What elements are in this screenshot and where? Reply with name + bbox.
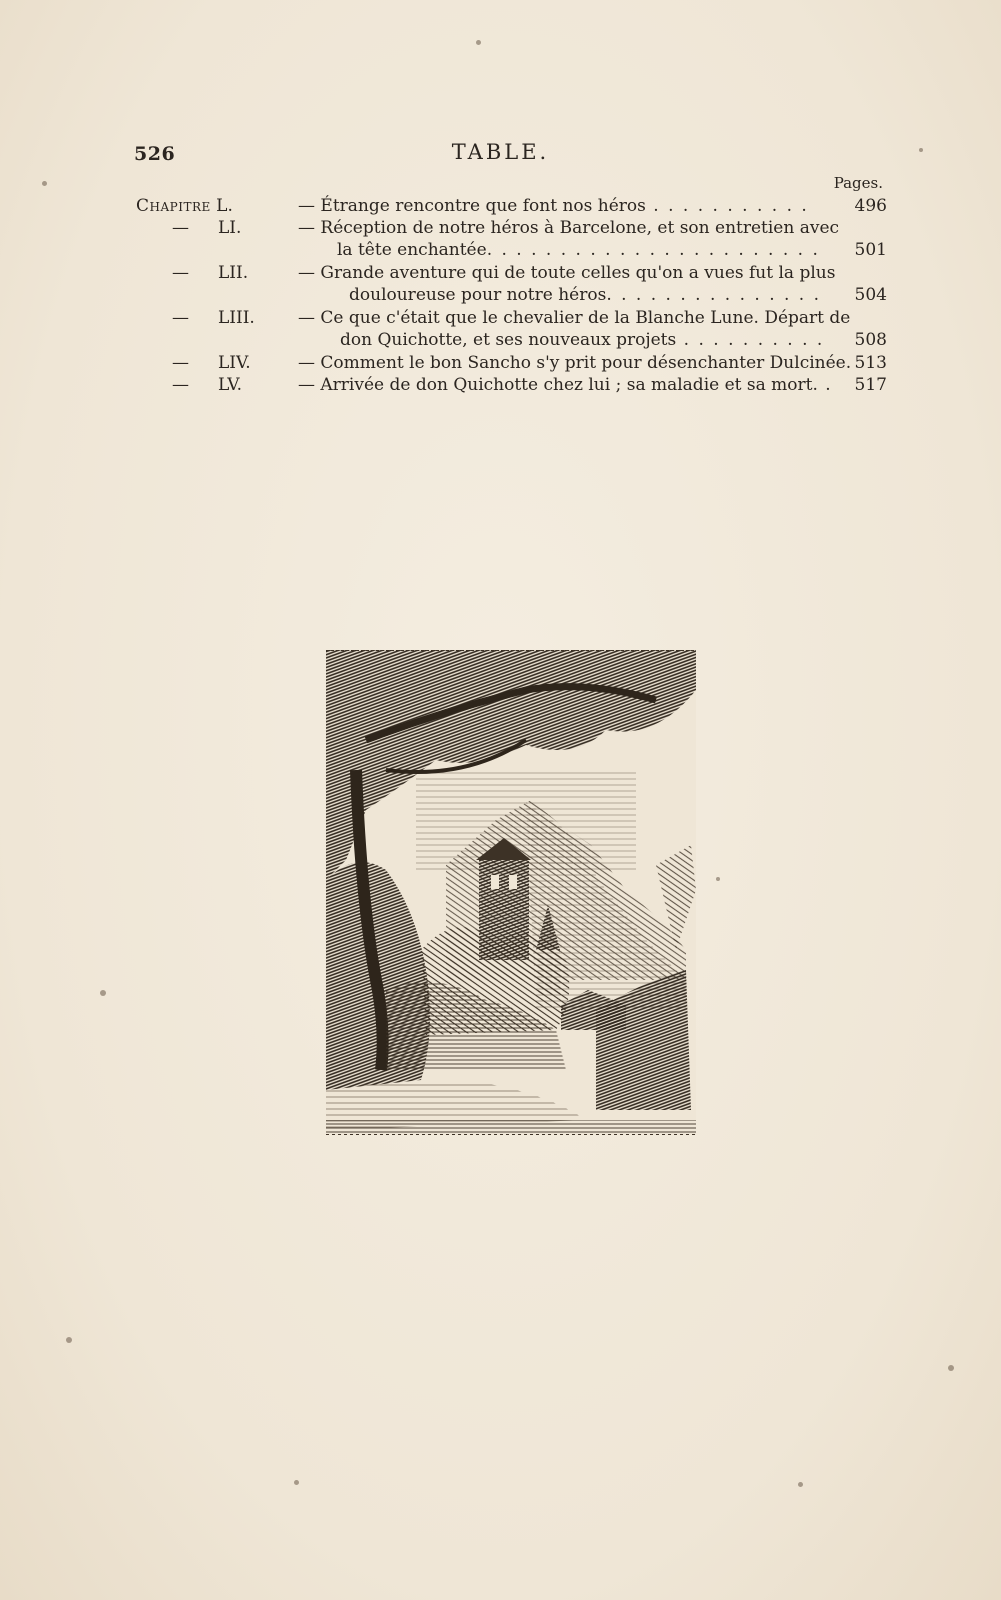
chapter-number: LV. (218, 375, 242, 395)
foxing-spot (716, 877, 720, 881)
chapter-number: LIV. (218, 353, 251, 373)
foxing-spot (798, 1482, 803, 1487)
entry-title: — Réception de notre héros à Barcelone, et son entretien avec (298, 218, 840, 238)
entry-title-continued: la tête enchantée (337, 240, 487, 260)
page-reference: 517 (854, 375, 887, 395)
chapter-number: LIII. (218, 308, 255, 328)
dot-leader: . . . . . . . . . . (676, 330, 825, 350)
chapter-number: L. (216, 196, 233, 216)
foxing-spot (66, 1337, 72, 1343)
dot-leader: . . . . . . . . . . . . . . . . . . . . . . . (486, 240, 820, 260)
dot-leader: . . . . . . . . . . . (645, 196, 809, 216)
page-reference: 501 (854, 240, 887, 260)
entry-title-continued: don Quichotte, et ses nouveaux projets (340, 330, 677, 350)
chapter-number: LII. (218, 263, 249, 283)
foxing-spot (919, 148, 923, 152)
chapter-dash: — (172, 263, 189, 283)
chapter-number: LI. (218, 218, 242, 238)
entry-title: — Grande aventure qui de toute celles qu'on a vues fut la plus (298, 263, 836, 283)
dot-leader: . . . . . . . . . . . . . . . (606, 285, 822, 305)
chapter-dash: — (172, 375, 189, 395)
chapter-dash: — (172, 308, 189, 328)
foxing-spot (948, 1365, 954, 1371)
pages-column-label: Pages. (833, 174, 883, 192)
dot-leader: . (817, 375, 833, 395)
foxing-spot (476, 40, 481, 45)
entry-title-continued: douloureuse pour notre héros (349, 285, 607, 305)
chapter-prefix: Chapitre (136, 196, 211, 216)
chapter-dash: — (172, 218, 189, 238)
running-head-title: TABLE. (451, 140, 550, 164)
entry-title: — Étrange rencontre que font nos héros (298, 196, 646, 216)
page-reference: 496 (854, 196, 887, 216)
entry-title: — Ce que c'était que le chevalier de la Blanche Lune. Départ de (298, 308, 851, 328)
foxing-spot (100, 990, 106, 996)
foxing-spot (294, 1480, 299, 1485)
page-reference: 508 (854, 330, 887, 350)
page-number: 526 (134, 143, 176, 165)
entry-title: — Arrivée de don Quichotte chez lui ; sa maladie et sa mort. (298, 375, 818, 395)
entry-title: — Comment le bon Sancho s'y prit pour désenchanter Dulcinée. (298, 353, 852, 373)
page-reference: 513 (854, 353, 887, 373)
page-reference: 504 (854, 285, 887, 305)
chapter-dash: — (172, 353, 189, 373)
foxing-spot (42, 181, 47, 186)
engraving-illustration (326, 650, 696, 1135)
